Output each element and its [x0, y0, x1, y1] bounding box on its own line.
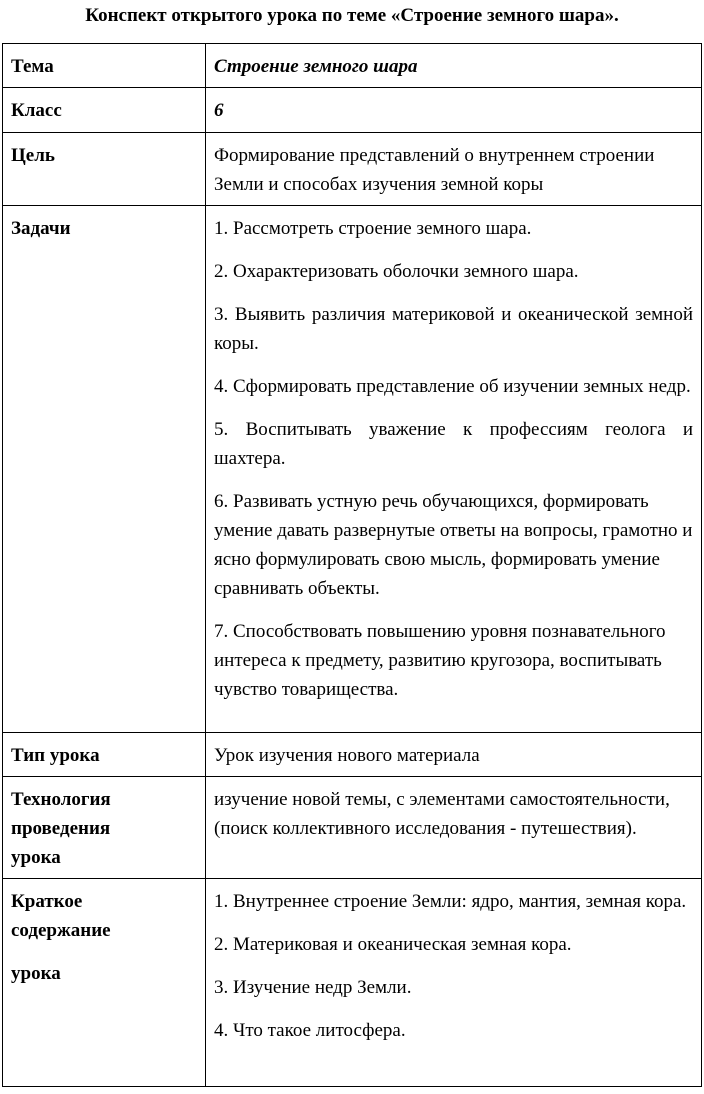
topic-value: [206, 44, 702, 88]
lesson-type-label: Тип урока: [3, 733, 206, 777]
grade-value: [206, 88, 702, 133]
technology-label-line: урока: [11, 847, 61, 868]
summary-label-line: содержание: [11, 920, 111, 941]
summary-item: 2. Материковая и океаническая земная кора.: [214, 934, 572, 955]
task-item: 4. Сформировать представление об изучении земных недр.: [214, 376, 691, 397]
technology-value: [206, 777, 702, 879]
lesson-plan-table: [2, 43, 702, 1087]
goal-value-text: Формирование представлений о внутреннем строении Земли и способах изучения земной коры: [214, 145, 655, 195]
goal-label: Цель: [3, 133, 206, 206]
summary-item: 3. Изучение недр Земли.: [214, 977, 412, 998]
summary-label-line: урока: [11, 963, 61, 984]
technology-label: [3, 777, 206, 879]
lesson-type-value-text: Урок изучения нового материала: [214, 745, 480, 766]
task-item: 3. Выявить различия материковой и океанической земной коры.: [214, 304, 693, 354]
topic-value-text: Строение земного шара: [214, 56, 418, 77]
task-item: 5. Воспитывать уважение к профессиям геолога и шахтера.: [214, 419, 693, 469]
lesson-type-value: [206, 733, 702, 777]
document-title: Конспект открытого урока по теме «Строение земного шара».: [85, 5, 619, 26]
table-row-technology: [3, 777, 702, 879]
table-row-lesson-type: [3, 733, 702, 777]
summary-label-line: Краткое: [11, 891, 83, 912]
technology-label-line: Технология: [11, 789, 111, 810]
summary-label-gap: [11, 945, 199, 959]
table-row-goal: [3, 133, 702, 206]
summary-label: [3, 879, 206, 1087]
tasks-label: Задачи: [3, 206, 206, 733]
summary-item: 1. Внутреннее строение Земли: ядро, мантия, земная кора.: [214, 891, 687, 912]
technology-label-line: проведения: [11, 818, 111, 839]
table-row-topic: [3, 44, 702, 88]
task-item: 1. Рассмотреть строение земного шара.: [214, 218, 532, 239]
summary-list: [206, 879, 702, 1087]
task-item: 6. Развивать устную речь обучающихся, формировать умение давать развернутые ответы на вопросы, грамотно и ясно формулировать свою мысль, формировать умение сравнивать объекты.: [214, 491, 693, 599]
task-item: 7. Способствовать повышению уровня познавательного интереса к предмету, развитию кругозора, воспитывать чувство товарищества.: [214, 621, 666, 700]
grade-value-text: 6: [214, 100, 224, 121]
task-item: 2. Охарактеризовать оболочки земного шара.: [214, 261, 579, 282]
grade-label: Класс: [3, 88, 206, 133]
summary-item: 4. Что такое литосфера.: [214, 1020, 406, 1041]
table-row-summary: [3, 879, 702, 1087]
goal-value: [206, 133, 702, 206]
technology-value-text: изучение новой темы, с элементами самостоятельности, (поиск коллективного исследования - путешествия).: [214, 789, 670, 839]
table-row-grade: [3, 88, 702, 133]
table-row-tasks: [3, 206, 702, 733]
tasks-list: [206, 206, 702, 733]
topic-label: Тема: [3, 44, 206, 88]
